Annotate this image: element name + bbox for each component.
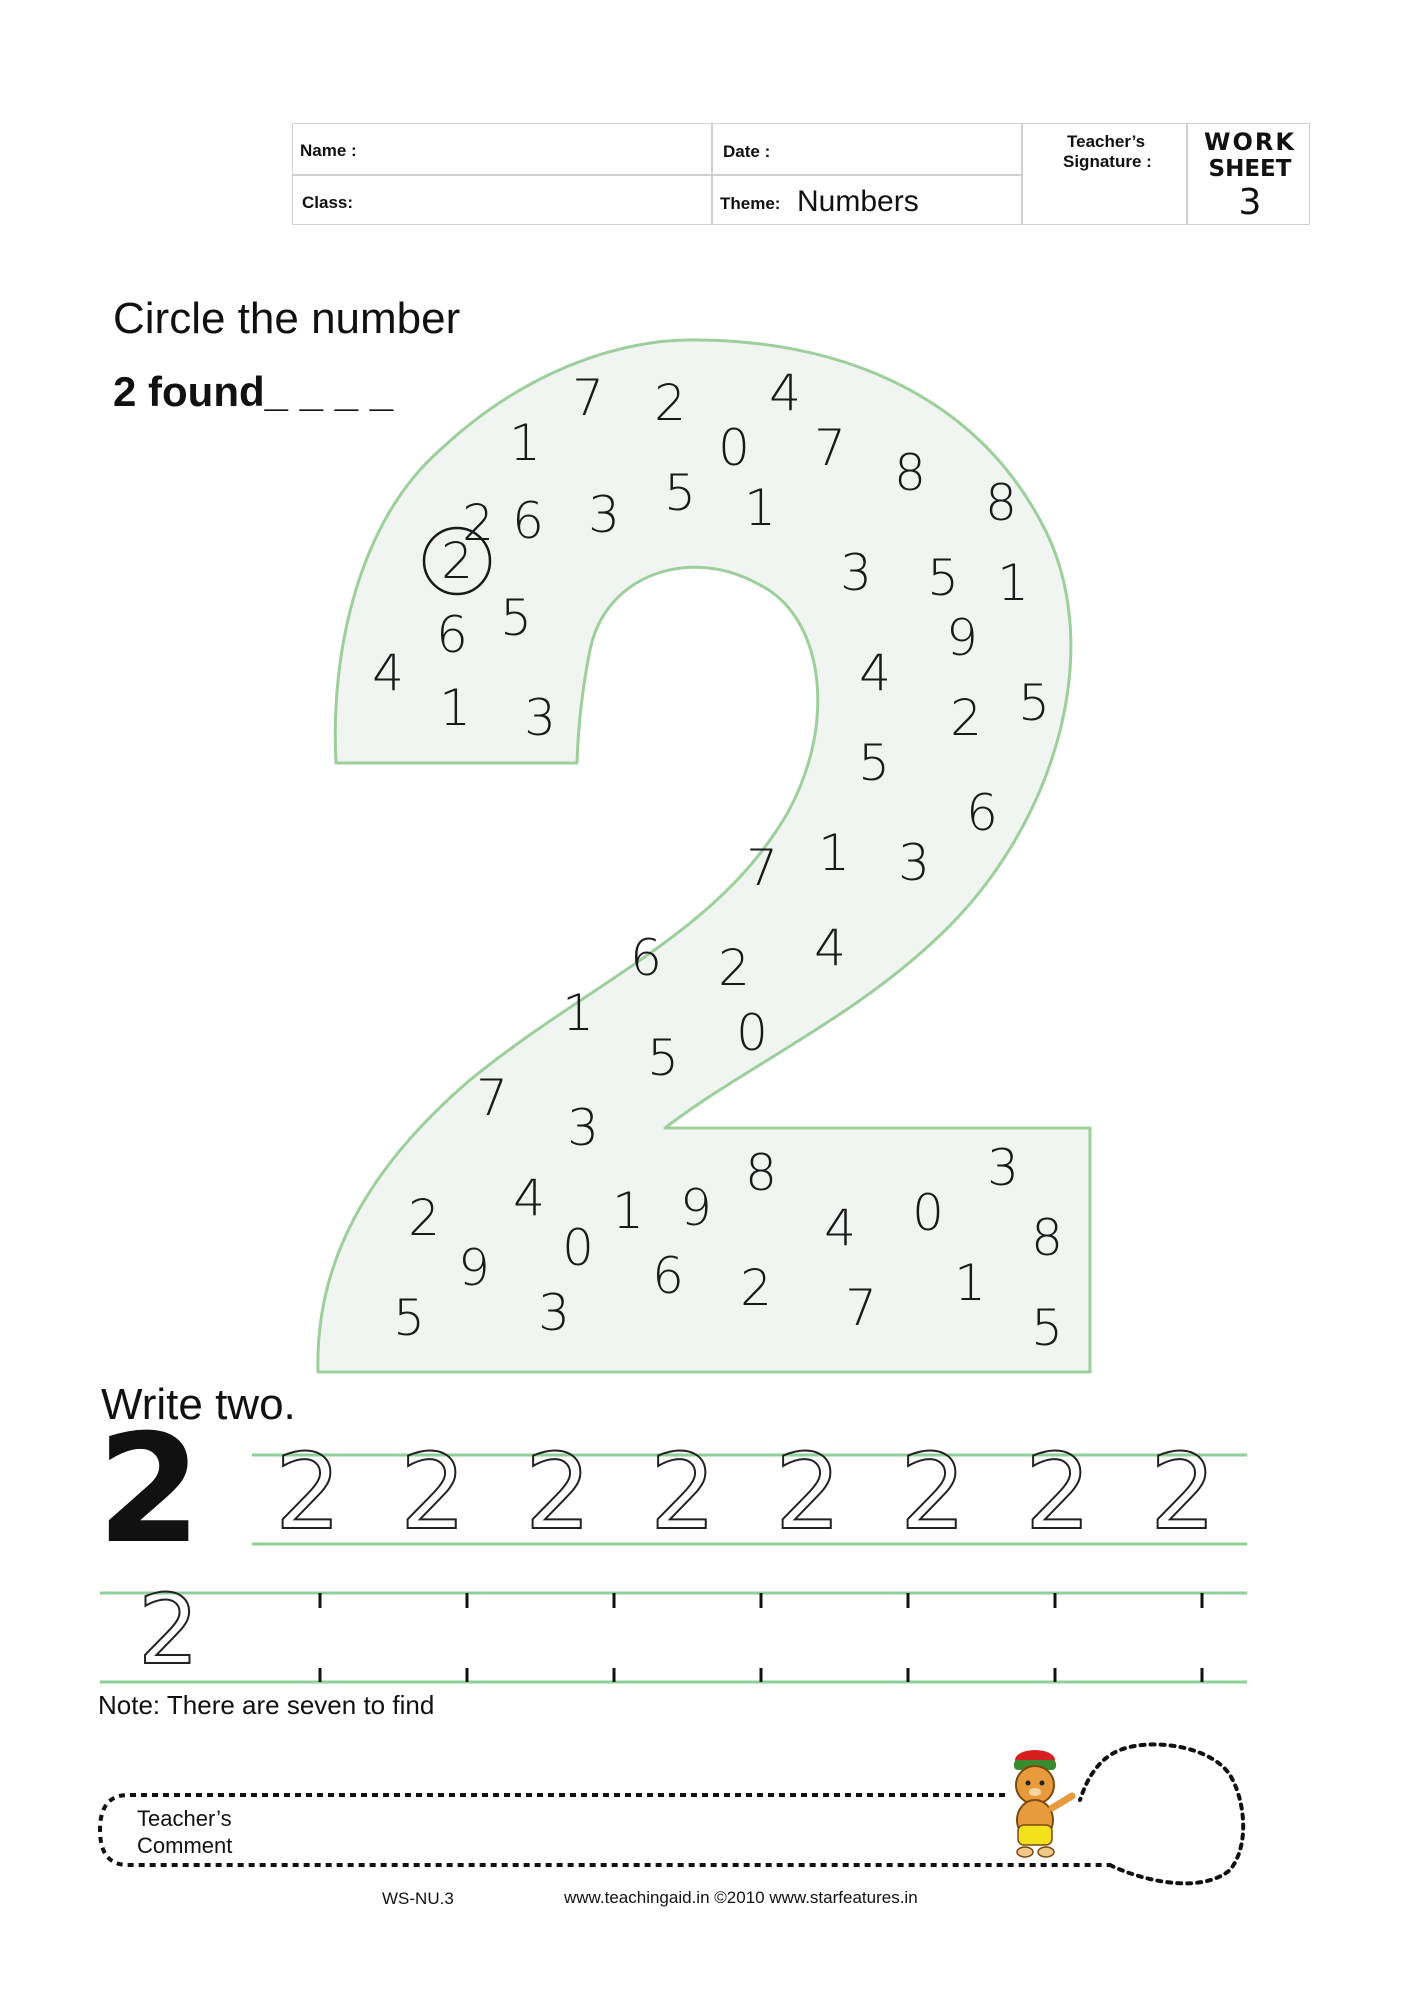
name-label: Name :	[300, 141, 357, 160]
note-text: Note: There are seven to find	[98, 1690, 435, 1720]
scatter-digit[interactable]: 5	[858, 734, 890, 792]
scatter-digit[interactable]: 1	[818, 824, 850, 882]
scatter-digit[interactable]: 9	[946, 609, 978, 667]
write-instruction: Write two.	[101, 1380, 296, 1429]
bear-head	[1016, 1766, 1054, 1804]
scatter-digit[interactable]: 1	[562, 984, 594, 1042]
footer-credits: www.teachingaid.in ©2010 www.starfeatures.in	[564, 1888, 918, 1907]
date-label: Date :	[723, 142, 771, 161]
worksheet-title-2: SHEET	[1208, 156, 1292, 182]
trace-digit[interactable]: 2	[775, 1431, 842, 1553]
comment-label-1: Teacher’s	[137, 1806, 232, 1831]
scatter-digit[interactable]: 4	[859, 644, 891, 702]
scatter-digit[interactable]: 3	[898, 834, 930, 892]
scatter-digit[interactable]: 1	[744, 479, 776, 537]
teacher-signature-label-2: Signature :	[1063, 152, 1152, 171]
scatter-digit[interactable]: 2	[718, 939, 750, 997]
scatter-digit[interactable]: 2	[462, 494, 494, 552]
scatter-digit[interactable]: 1	[954, 1254, 986, 1312]
trace-digit[interactable]: 2	[900, 1431, 967, 1553]
scatter-digit[interactable]: 6	[512, 492, 544, 550]
scatter-digit[interactable]: 9	[458, 1239, 490, 1297]
scatter-digit[interactable]: 4	[814, 919, 846, 977]
scatter-digit[interactable]: 1	[509, 414, 541, 472]
trace-digit[interactable]: 2	[525, 1431, 592, 1553]
scatter-digit[interactable]: 3	[987, 1139, 1019, 1197]
scatter-digit[interactable]: 2	[408, 1189, 440, 1247]
scatter-digit[interactable]: 0	[718, 419, 750, 477]
scatter-digit-circled[interactable]: 2	[441, 532, 473, 590]
comment-balloon	[1080, 1744, 1243, 1883]
scatter-digit[interactable]: 6	[630, 929, 662, 987]
scatter-digit[interactable]: 4	[513, 1169, 545, 1227]
worksheet-number: 3	[1238, 182, 1262, 223]
scatter-digit[interactable]: 7	[814, 419, 846, 477]
scatter-digit[interactable]: 3	[524, 689, 556, 747]
scatter-digit[interactable]: 7	[572, 369, 604, 427]
trace-digit[interactable]: 2	[275, 1431, 342, 1553]
practice-trace-digit: 2	[138, 1574, 200, 1686]
circle-instruction: Circle the number	[113, 294, 461, 343]
scatter-digit[interactable]: 6	[436, 606, 468, 664]
scatter-digit[interactable]: 2	[950, 689, 982, 747]
scatter-digit[interactable]: 4	[372, 644, 404, 702]
scatter-digit[interactable]: 0	[736, 1004, 768, 1062]
worksheet-title-1: WORK	[1204, 128, 1296, 156]
scatter-digit[interactable]: 7	[746, 839, 778, 897]
scatter-digit[interactable]: 4	[824, 1199, 856, 1257]
teacher-comment-area[interactable]	[140, 1800, 1000, 1860]
scatter-digit[interactable]: 5	[393, 1289, 425, 1347]
scatter-digit[interactable]: 2	[654, 374, 686, 432]
scatter-digit[interactable]: 3	[840, 544, 872, 602]
scatter-digit[interactable]: 4	[769, 364, 801, 422]
scatter-digit[interactable]: 5	[647, 1029, 679, 1087]
scatter-digit[interactable]: 8	[985, 474, 1017, 532]
scatter-digit[interactable]: 8	[1031, 1209, 1063, 1267]
found-count-label: 2 found_ _ _ _	[113, 368, 394, 415]
worksheet-code: WS-NU.3	[382, 1889, 454, 1908]
scatter-digit[interactable]: 1	[439, 679, 471, 737]
class-label: Class:	[302, 193, 354, 212]
teacher-signature-label-1: Teacher’s	[1067, 132, 1146, 151]
scatter-digit[interactable]: 5	[927, 549, 959, 607]
scatter-digit[interactable]: 3	[588, 486, 620, 544]
scatter-digit[interactable]: 5	[1031, 1299, 1063, 1357]
trace-digit[interactable]: 2	[650, 1431, 717, 1553]
scatter-digit[interactable]: 3	[538, 1284, 570, 1342]
scatter-digit[interactable]: 8	[745, 1144, 777, 1202]
scatter-digit[interactable]: 0	[912, 1184, 944, 1242]
scatter-digit[interactable]: 9	[680, 1179, 712, 1237]
bear-shorts	[1018, 1825, 1052, 1845]
scatter-digit[interactable]: 5	[1018, 674, 1050, 732]
scatter-digit[interactable]: 0	[562, 1219, 594, 1277]
scatter-digit[interactable]: 8	[894, 444, 926, 502]
scatter-digit[interactable]: 1	[612, 1182, 644, 1240]
theme-value: Numbers	[797, 185, 919, 218]
trace-digit[interactable]: 2	[1150, 1431, 1217, 1553]
big-digit-two: 2	[97, 1403, 202, 1577]
trace-digit[interactable]: 2	[400, 1431, 467, 1553]
scatter-digit[interactable]: 3	[567, 1099, 599, 1157]
trace-digit[interactable]: 2	[1025, 1431, 1092, 1553]
scatter-digit[interactable]: 6	[652, 1247, 684, 1305]
scatter-digit[interactable]: 5	[664, 464, 696, 522]
scatter-digit[interactable]: 2	[740, 1259, 772, 1317]
bear-mascot	[1014, 1750, 1072, 1857]
scatter-digit[interactable]: 7	[845, 1279, 877, 1337]
scatter-digit[interactable]: 6	[966, 784, 998, 842]
scatter-digit[interactable]: 5	[500, 589, 532, 647]
scatter-digit[interactable]: 1	[997, 554, 1029, 612]
scatter-digit[interactable]: 7	[476, 1069, 508, 1127]
comment-label-2: Comment	[137, 1833, 233, 1858]
theme-label: Theme:	[720, 194, 781, 213]
